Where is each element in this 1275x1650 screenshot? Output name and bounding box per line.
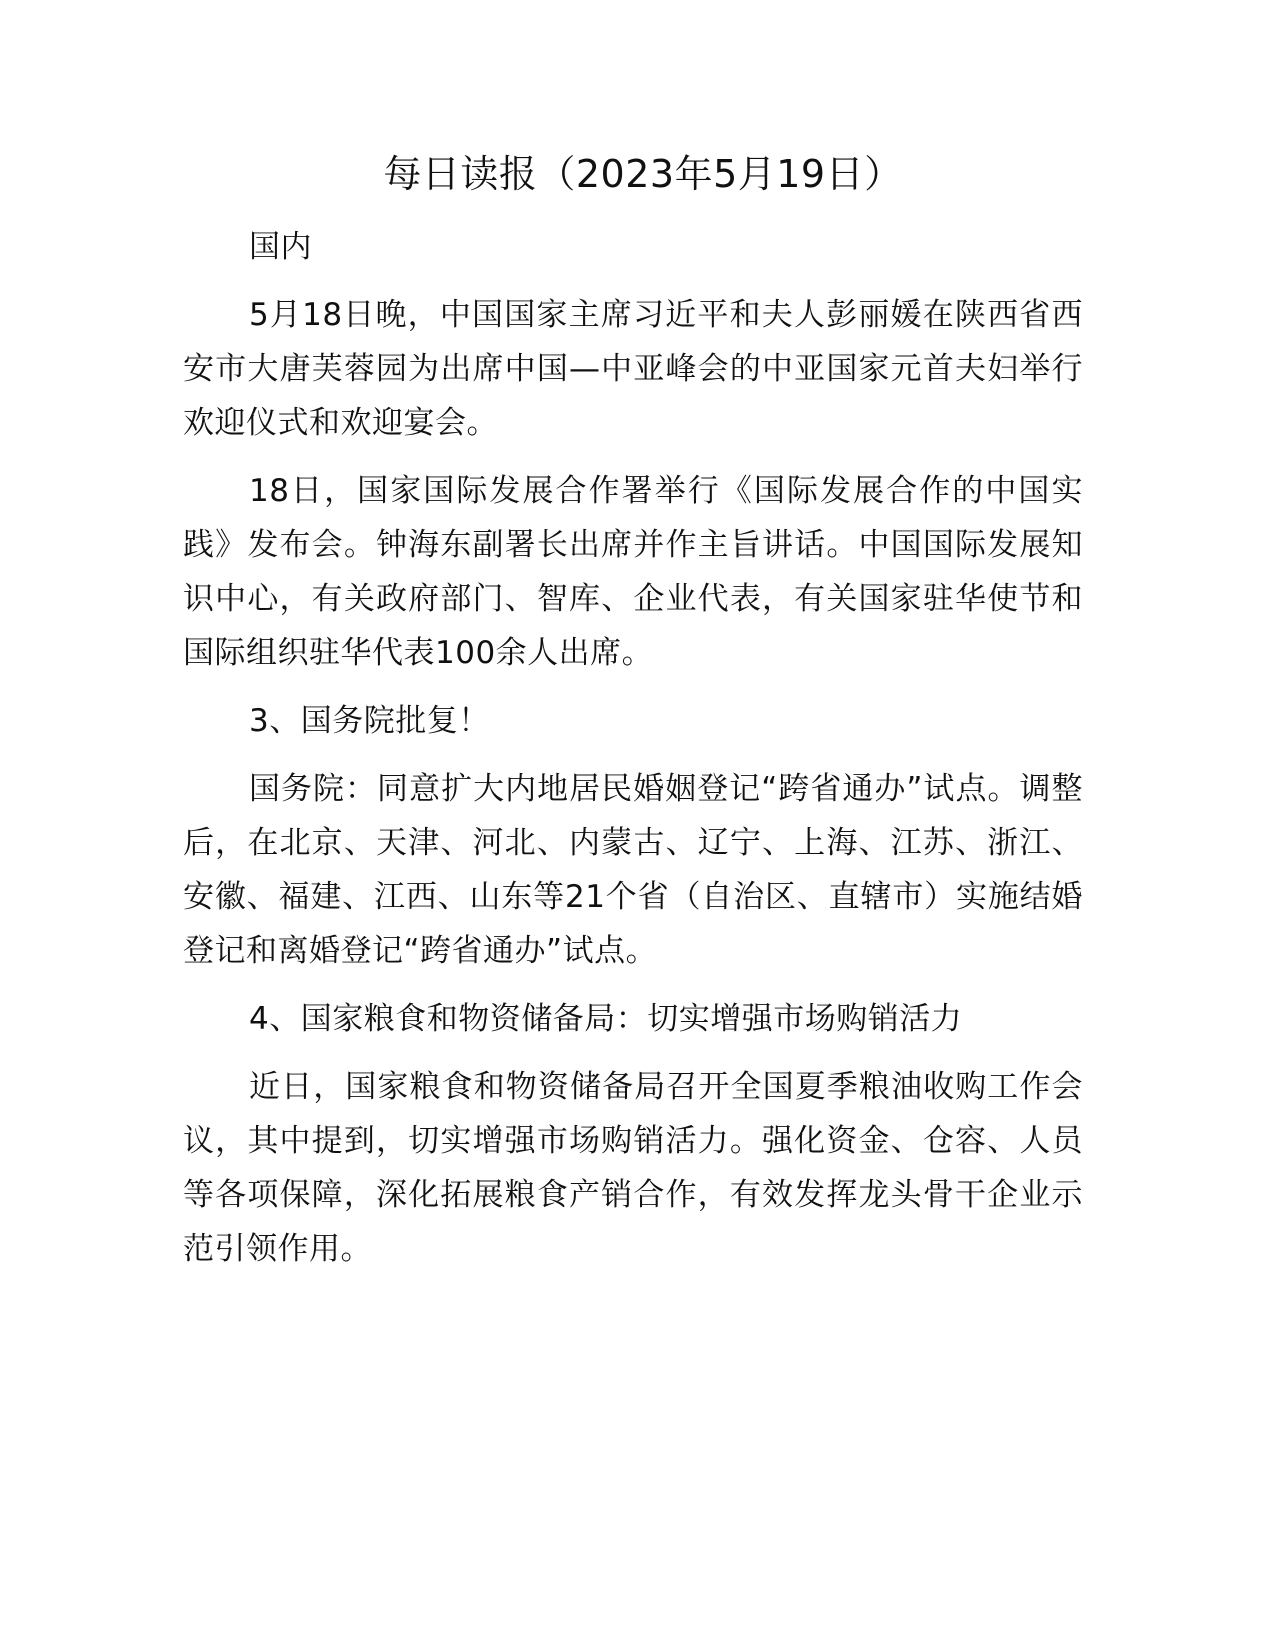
section-heading-domestic: 国内 bbox=[249, 229, 312, 265]
news-paragraph-4: 近日，国家粮食和物资储备局召开全国夏季粮油收购工作会议，其中提到，切实增强市场购销活力。强化资金、仓容、人员等各项保障，深化拓展粮食产销合作，有效发挥龙头骨干企业示范引领作用。 bbox=[183, 1069, 1083, 1267]
news-paragraph-1: 5月18日晚，中国国家主席习近平和夫人彭丽媛在陕西省西安市大唐芙蓉园为出席中国—中亚峰会的中亚国家元首夫妇举行欢迎仪式和欢迎宴会。 bbox=[183, 297, 1083, 441]
news-heading-4: 4、国家粮食和物资储备局：切实增强市场购销活力 bbox=[249, 1001, 963, 1037]
news-paragraph-2: 18日，国家国际发展合作署举行《国际发展合作的中国实践》发布会。钟海东副署长出席并作主旨讲话。中国国际发展知识中心，有关政府部门、智库、企业代表，有关国家驻华使节和国际组织驻华代表100余人出席。 bbox=[183, 473, 1083, 671]
document-page bbox=[183, 148, 1083, 1290]
news-paragraph-3: 国务院：同意扩大内地居民婚姻登记“跨省通办”试点。调整后，在北京、天津、河北、内蒙古、辽宁、上海、江苏、浙江、安徽、福建、江西、山东等21个省（自治区、直辖市）实施结婚登记和离婚登记“跨省通办”试点。 bbox=[183, 771, 1083, 969]
news-heading-3: 3、国务院批复！ bbox=[249, 703, 490, 739]
document-title: 每日读报（2023年5月19日） bbox=[383, 152, 903, 196]
